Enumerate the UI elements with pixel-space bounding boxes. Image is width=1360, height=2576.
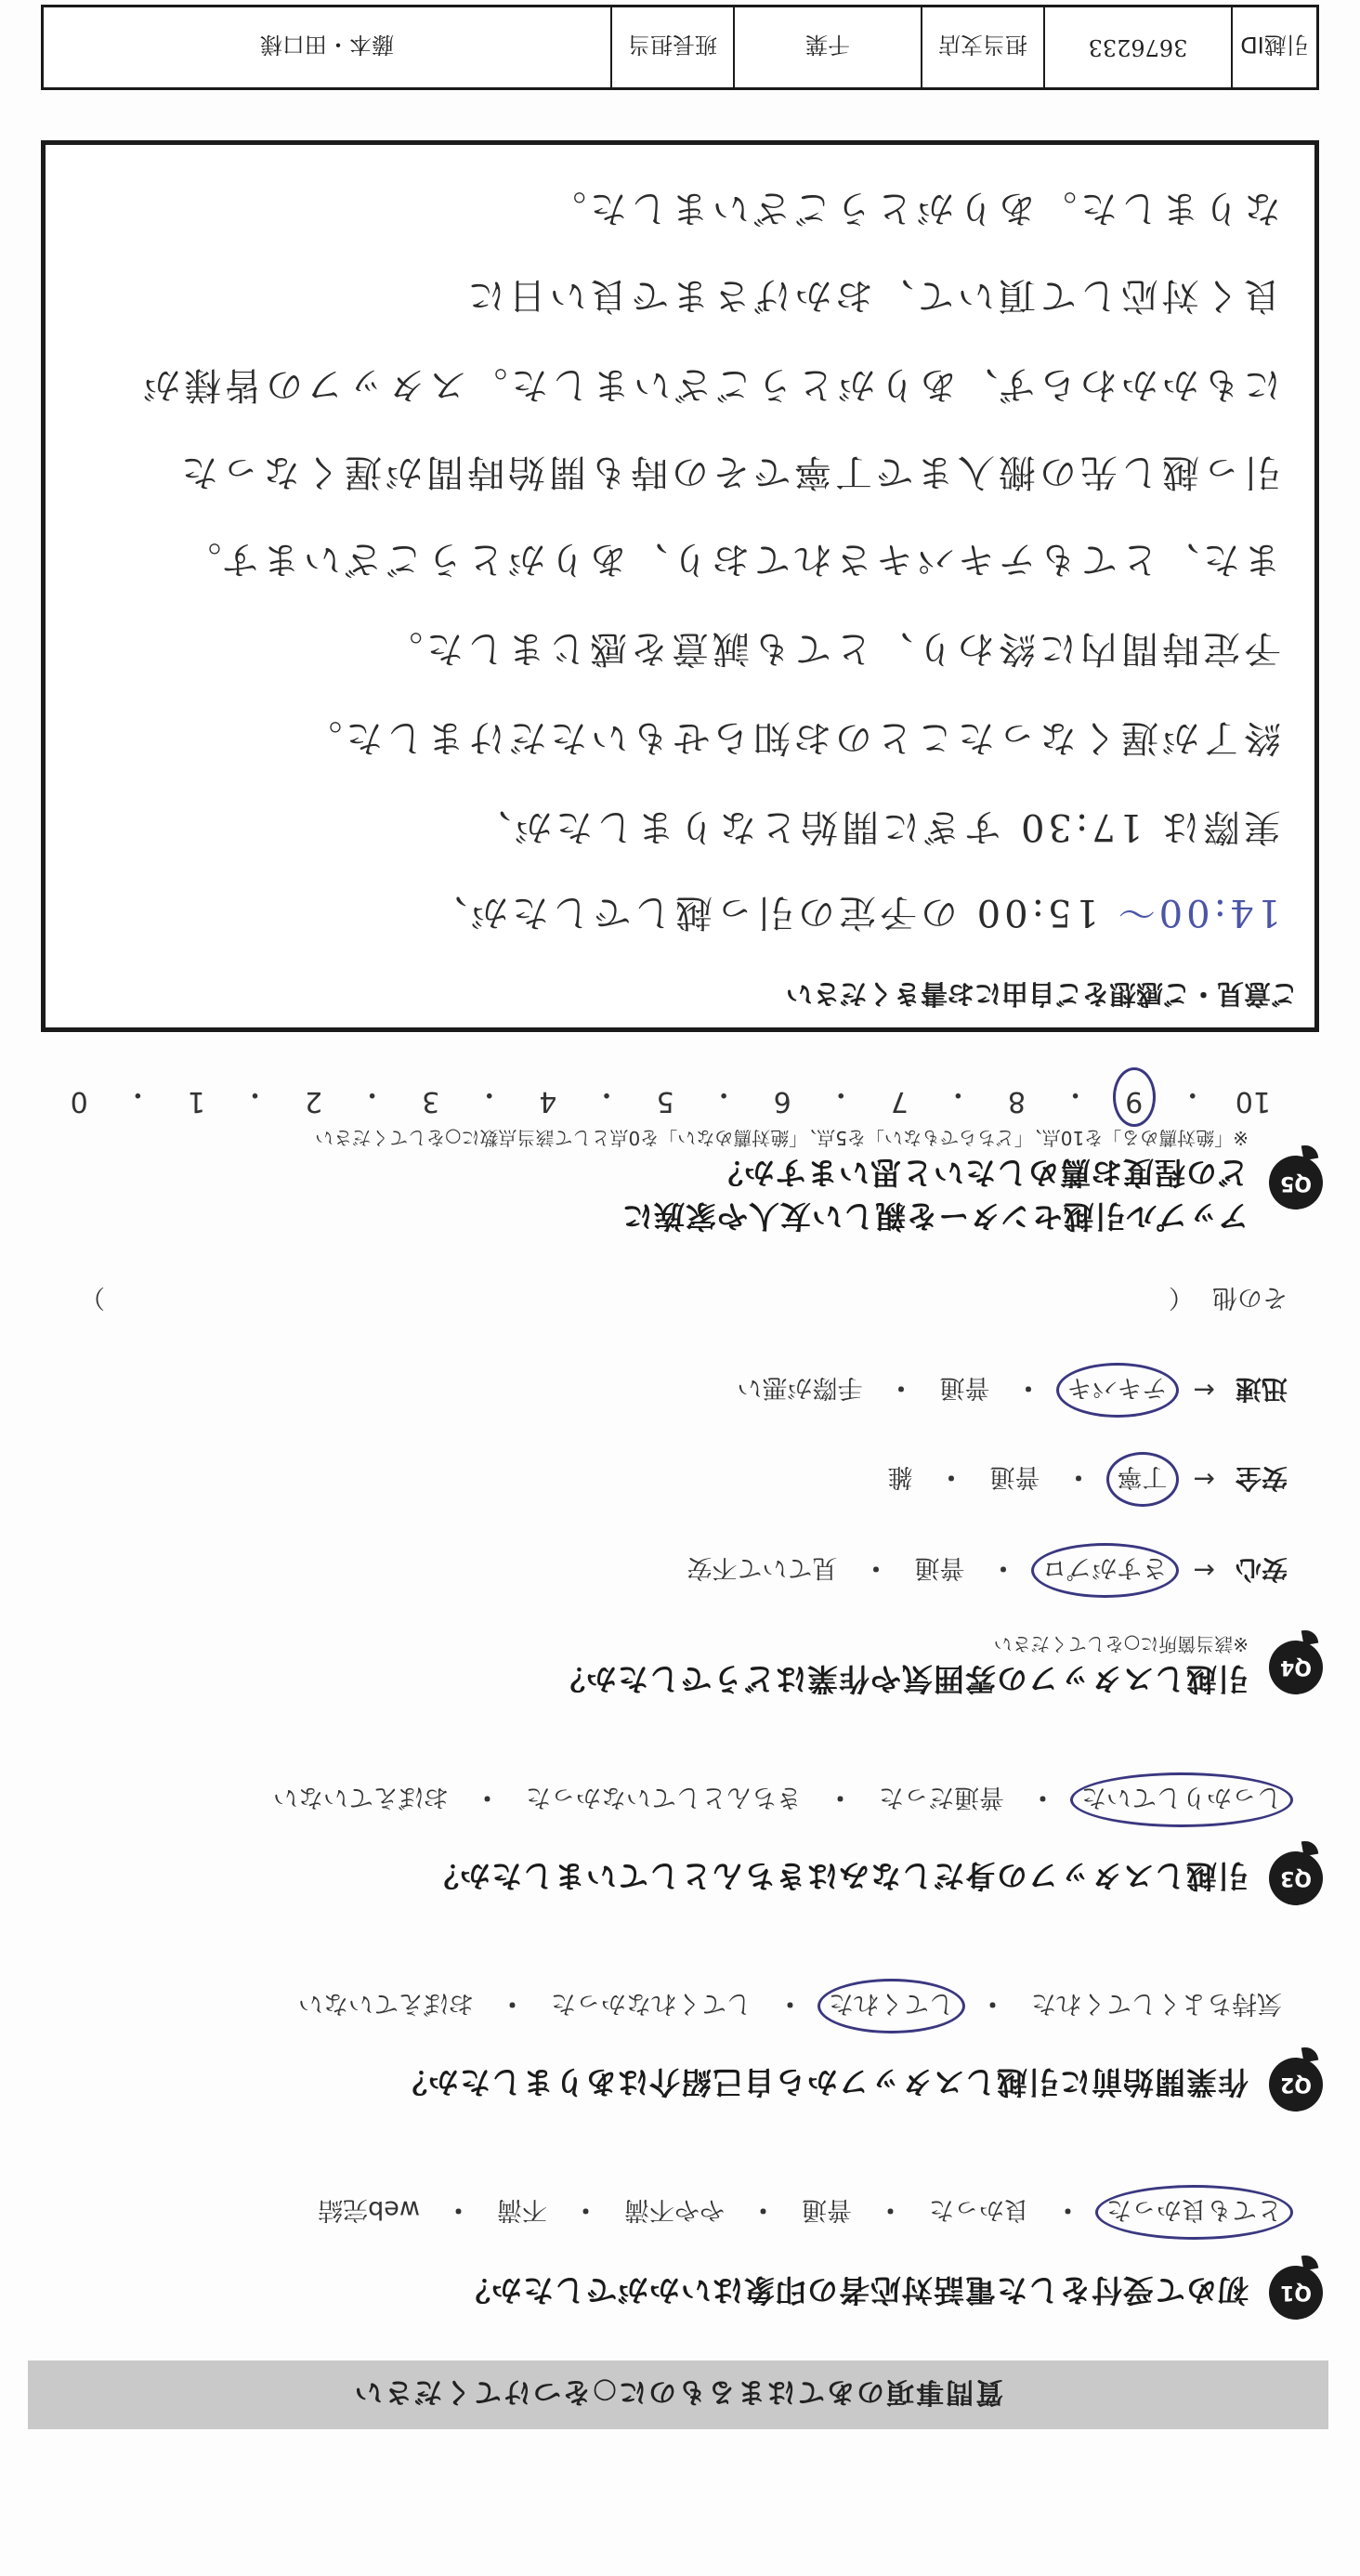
q5-score-2[interactable]: 2 <box>305 1085 323 1118</box>
q2-heading <box>396 2058 1323 2112</box>
comment-time-correction: 14:00〜 <box>1114 891 1281 934</box>
leader-value: 藤本・田口様 <box>260 32 394 59</box>
q5-score-0[interactable]: 0 <box>70 1085 88 1118</box>
q3-text: 引越しスタッフの身だしなみはきちんとしていましたか？ <box>427 1858 1249 1895</box>
instruction-banner: 質問事項のあてはまるものに○をつけてください <box>28 2360 1328 2429</box>
q4-row-1-label: 安心 <box>1235 1554 1288 1585</box>
q3-heading <box>427 1851 1323 1905</box>
comment-box[interactable] <box>41 140 1319 1032</box>
q5-score-10[interactable]: 10 <box>1235 1085 1271 1118</box>
comment-title: ご意見・ご感想をご自由にお書きください <box>785 978 1298 1010</box>
q5-score-7[interactable]: 7 <box>890 1085 909 1118</box>
q4-note: ※該当箇所に○をしてください <box>993 1633 1249 1655</box>
q5-score-8[interactable]: 8 <box>1007 1085 1027 1118</box>
q4-row-anshin: 安心 ← さすがプロ ・ 普通 ・ 見ていて不安 <box>682 1552 1288 1589</box>
q4-row-2-option-3[interactable]: 雑 <box>887 1462 913 1492</box>
q5-note: ※「絶対薦める」を10点、「どちらでもない」を5点、「絶対薦めない」を0点として該当点数に○をしてください <box>315 1127 1249 1149</box>
q1-text: 初めて受付をした電話対応者の印象はいかがでしたか？ <box>459 2272 1249 2309</box>
comment-line-3: 終了が遅くなったことのお知らせもいただけました。 <box>301 716 1281 759</box>
q2-text: 作業開始前に引越しスタッフから自己紹介はありましたか？ <box>396 2064 1249 2101</box>
q5-score-scale: 10 ・ 9 ・ 8 ・ 7 ・ 6 ・ 5 ・ 4 ・ 3 ・ 2 ・ 1 ・ 0 <box>63 1077 1271 1118</box>
q4-row-3-label: 迅速 <box>1235 1374 1288 1405</box>
q1-option-2[interactable]: 良かった <box>929 2195 1029 2224</box>
q5-score-9[interactable]: 9 <box>1118 1077 1150 1118</box>
q1-option-3[interactable]: 普通 <box>802 2195 852 2224</box>
q5-score-5[interactable]: 5 <box>656 1085 674 1118</box>
q4-other-paren-open: （ <box>1169 1283 1194 1312</box>
q1-options: とても良かった ・ 良かった ・ 普通 ・ やや不満 ・ 不満 ・ web完結 <box>312 2194 1288 2230</box>
comment-line-9: なりました。ありがとうございました。 <box>545 187 1281 229</box>
q4-other-row <box>80 1282 1288 1318</box>
comment-line-7: にもかかわらず、ありがとうございました。スタッフの皆様が <box>139 363 1281 406</box>
q4-badge: Q4 <box>1269 1641 1323 1694</box>
q1-heading <box>459 2266 1323 2320</box>
q1-option-4[interactable]: やや不満 <box>624 2195 725 2224</box>
q1-option-6[interactable]: web完結 <box>318 2195 420 2224</box>
branch-label: 担当支店 <box>921 7 1043 87</box>
id-value: 3676233 <box>1043 7 1231 87</box>
q1-option-5[interactable]: 不満 <box>497 2195 547 2224</box>
comment-line-1 <box>55 889 1281 942</box>
q2-badge: Q2 <box>1269 2058 1323 2112</box>
id-label: 引越ID <box>1231 7 1316 87</box>
q4-row-anzen: 安全 ← 丁寧 ・ 普通 ・ 雑 <box>883 1461 1288 1498</box>
q4-row-1-arrow: ← <box>1193 1555 1215 1587</box>
q3-options: しっかりしていた ・ 普通だった ・ きちんとしていなかった ・ おぼえていない <box>268 1782 1288 1818</box>
staff-info-table <box>41 5 1319 90</box>
q3-option-1[interactable]: しっかりしていた <box>1076 1782 1288 1818</box>
q1-badge: Q1 <box>1269 2266 1323 2320</box>
q5-score-6[interactable]: 6 <box>773 1085 791 1118</box>
comment-line-1-text: 15:00 の予定の引っ越しでしたが、 <box>426 891 1099 934</box>
q4-row-3-option-2[interactable]: 普通 <box>939 1373 990 1403</box>
q2-option-1[interactable]: 気持ちよくしてくれた <box>1031 1989 1282 2018</box>
q4-row-jinsoku: 迅速 ← テキパキ ・ 普通 ・ 手際が悪い <box>732 1372 1288 1409</box>
comment-line-8: 良く対応して頂いて、おかげさまで良い日に <box>464 274 1281 317</box>
q4-row-1-option-1[interactable]: さすがプロ <box>1037 1553 1173 1589</box>
q1-option-1[interactable]: とても良かった <box>1101 2194 1288 2230</box>
q5-text-line2: どの程度お薦めしたいと思いますか？ <box>712 1155 1249 1191</box>
q5-score-1[interactable]: 1 <box>187 1085 205 1118</box>
q5-heading <box>315 1126 1323 1240</box>
q4-text: 引越しスタッフの雰囲気や作業はどうでしたか？ <box>554 1661 1249 1697</box>
q4-other-paren-close: ） <box>80 1283 105 1312</box>
comment-line-6: 引っ越し先の搬入まで丁寧でその時も開始時間が遅くなった <box>177 451 1281 493</box>
q4-row-2-label: 安全 <box>1235 1463 1288 1494</box>
q2-options: 気持ちよくしてくれた ・ してくれた ・ してくれなかった ・ おぼえていない <box>293 1988 1288 2024</box>
branch-value: 千葉 <box>733 7 921 87</box>
q4-row-3-arrow: ← <box>1193 1375 1215 1406</box>
q2-option-3[interactable]: してくれなかった <box>551 1989 752 2018</box>
q5-text-line1: アップル引越センターを親しい友人や家族に <box>621 1198 1249 1235</box>
q2-option-2[interactable]: してくれた <box>823 1988 960 2024</box>
q4-other-label: その他 <box>1212 1283 1288 1312</box>
q2-option-4[interactable]: おぼえていない <box>298 1989 474 2018</box>
q3-option-4[interactable]: おぼえていない <box>273 1783 449 1811</box>
q4-row-3-option-3[interactable]: 手際が悪い <box>737 1373 863 1403</box>
q4-row-2-option-2[interactable]: 普通 <box>989 1462 1040 1492</box>
q3-option-3[interactable]: きちんとしていなかった <box>526 1783 802 1811</box>
q5-score-4[interactable]: 4 <box>539 1085 557 1118</box>
q3-badge: Q3 <box>1269 1851 1323 1905</box>
q5-badge: Q5 <box>1269 1157 1323 1210</box>
q4-row-1-option-2[interactable]: 普通 <box>914 1553 965 1583</box>
q4-row-1-option-3[interactable]: 見ていて不安 <box>687 1553 838 1583</box>
q4-row-3-option-1[interactable]: テキパキ <box>1062 1373 1173 1409</box>
comment-line-5: また、とてもテキパキされており、ありがとうございます。 <box>180 538 1281 581</box>
comment-line-4: 予定時間内に終わり、とても誠意を感じました。 <box>382 627 1281 670</box>
q3-option-2[interactable]: 普通だった <box>879 1783 1004 1811</box>
q4-row-2-option-1[interactable]: 丁寧 <box>1112 1462 1173 1498</box>
q4-row-2-arrow: ← <box>1193 1464 1215 1496</box>
q4-heading <box>554 1632 1323 1703</box>
leader-label: 班長担当 <box>610 7 733 87</box>
q5-score-3[interactable]: 3 <box>422 1085 440 1118</box>
comment-line-2: 実際は 17:30 すぎに開始となりましたが、 <box>470 805 1281 848</box>
